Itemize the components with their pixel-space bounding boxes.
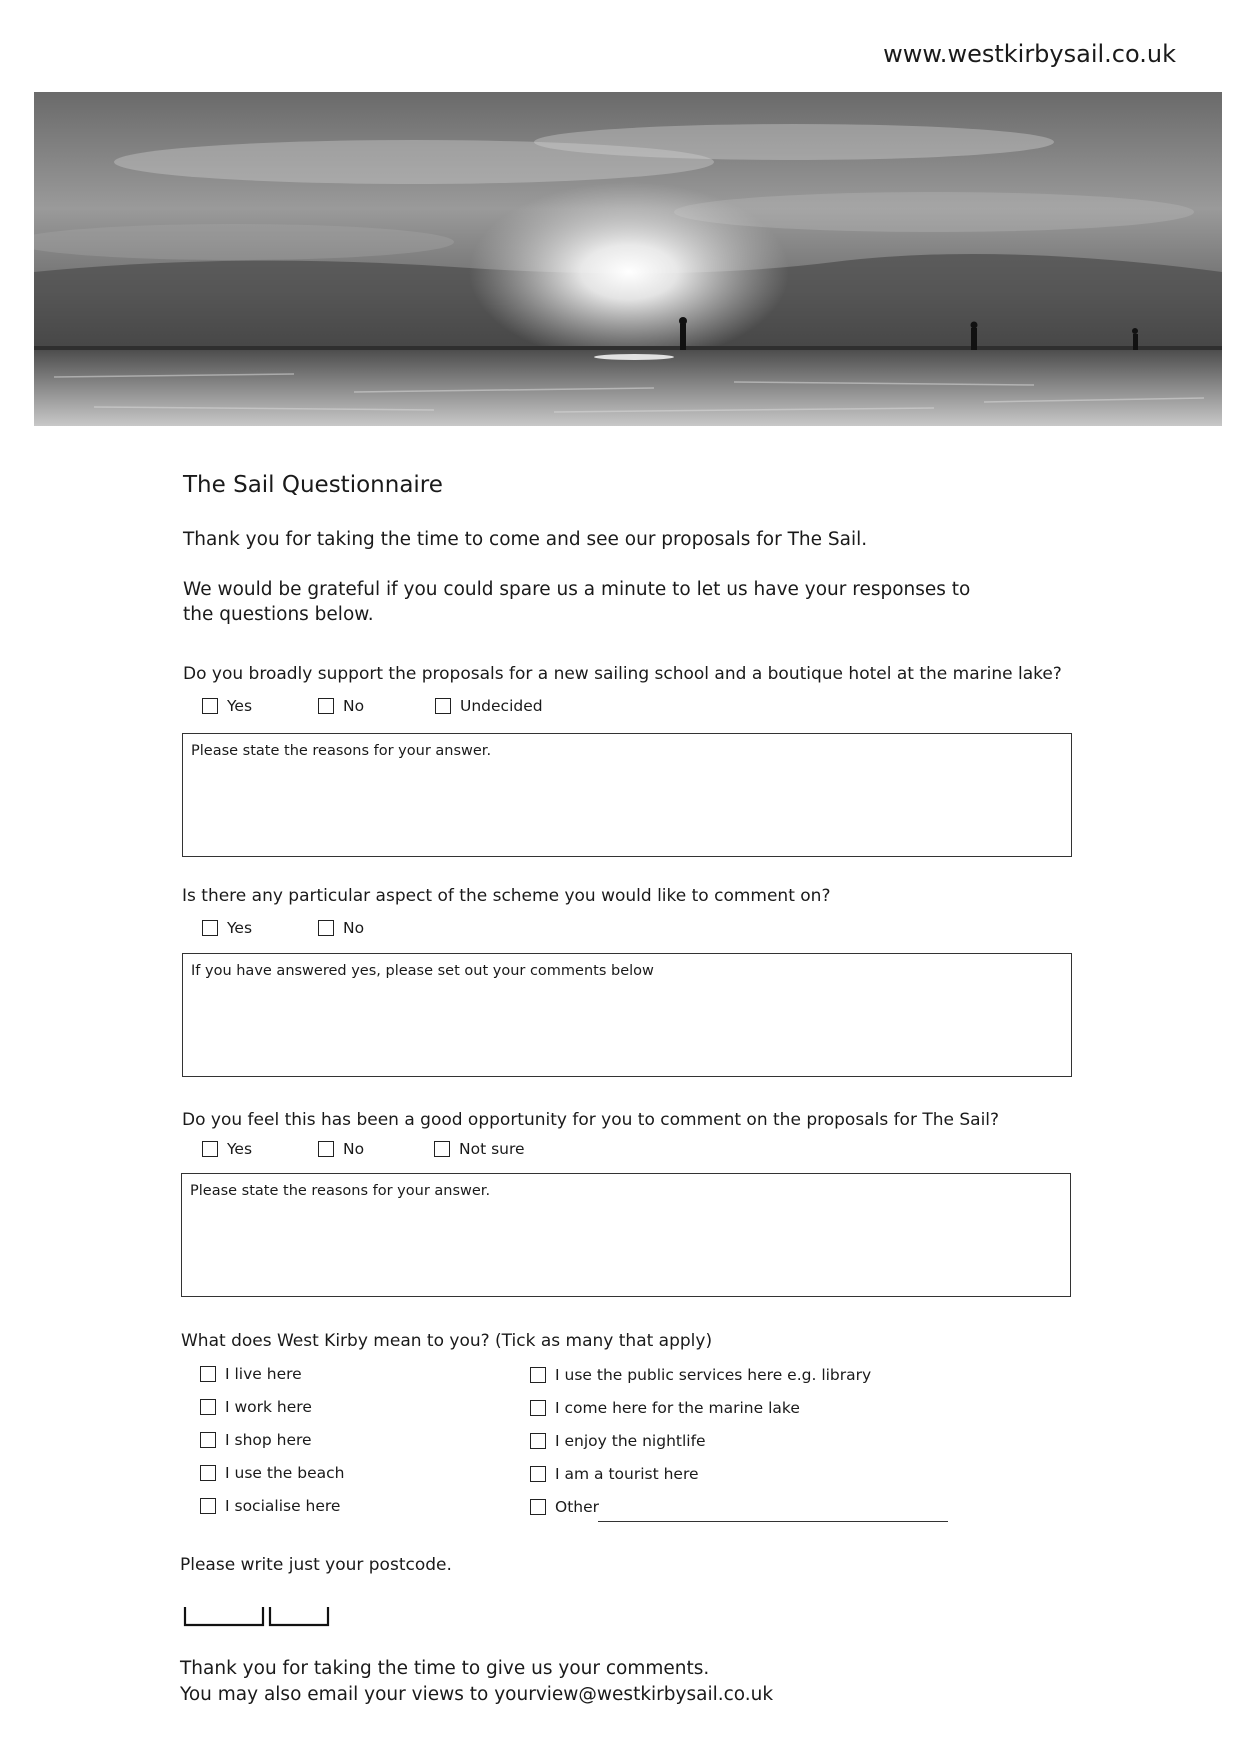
q1-option-no[interactable]: No xyxy=(318,697,364,715)
q1-reasons-label: Please state the reasons for your answer. xyxy=(191,743,492,759)
q4-option-marine-lake[interactable]: I come here for the marine lake xyxy=(530,1399,800,1417)
q4-option-other[interactable]: Other xyxy=(530,1498,599,1516)
q4-option-live[interactable]: I live here xyxy=(200,1365,302,1383)
question-3: Do you feel this has been a good opportunity for you to comment on the proposals for The Sail? xyxy=(182,1110,1000,1130)
other-input-line[interactable] xyxy=(598,1520,948,1522)
checkbox[interactable] xyxy=(200,1399,216,1415)
intro-request: We would be grateful if you could spare us a minute to let us have your responses to the questions below. xyxy=(183,579,971,625)
postcode-prompt: Please write just your postcode. xyxy=(180,1555,452,1575)
q1-option-undecided[interactable]: Undecided xyxy=(435,697,543,715)
sunset-beach-photo xyxy=(34,92,1222,426)
checkbox[interactable] xyxy=(200,1498,216,1514)
q4-option-work[interactable]: I work here xyxy=(200,1398,312,1416)
q1-reasons-box[interactable] xyxy=(182,733,1072,857)
question-2: Is there any particular aspect of the scheme you would like to comment on? xyxy=(182,886,831,906)
q2-comments-label: If you have answered yes, please set out your comments below xyxy=(191,963,654,979)
checkbox[interactable] xyxy=(202,698,218,714)
q4-option-tourist[interactable]: I am a tourist here xyxy=(530,1465,699,1483)
q4-option-beach[interactable]: I use the beach xyxy=(200,1464,344,1482)
q1-option-yes[interactable]: Yes xyxy=(202,697,252,715)
q2-comments-box[interactable] xyxy=(182,953,1072,1077)
q3-reasons-box[interactable] xyxy=(181,1173,1071,1297)
checkbox[interactable] xyxy=(202,920,218,936)
checkbox[interactable] xyxy=(200,1465,216,1481)
q4-option-public-services[interactable]: I use the public services here e.g. library xyxy=(530,1366,871,1384)
q4-option-socialise[interactable]: I socialise here xyxy=(200,1497,340,1515)
q3-reasons-label: Please state the reasons for your answer. xyxy=(190,1183,491,1199)
q3-option-yes[interactable]: Yes xyxy=(202,1140,252,1158)
checkbox[interactable] xyxy=(530,1433,546,1449)
checkbox[interactable] xyxy=(318,698,334,714)
website-url: www.westkirbysail.co.uk xyxy=(883,40,1176,68)
question-4: What does West Kirby mean to you? (Tick as many that apply) xyxy=(181,1331,713,1351)
q4-option-shop[interactable]: I shop here xyxy=(200,1431,312,1449)
checkbox[interactable] xyxy=(435,698,451,714)
postcode-input-boxes[interactable] xyxy=(183,1605,333,1629)
q3-option-not-sure[interactable]: Not sure xyxy=(434,1140,525,1158)
checkbox[interactable] xyxy=(318,920,334,936)
checkbox[interactable] xyxy=(318,1141,334,1157)
q2-option-no[interactable]: No xyxy=(318,919,364,937)
q3-option-no[interactable]: No xyxy=(318,1140,364,1158)
checkbox[interactable] xyxy=(202,1141,218,1157)
checkbox[interactable] xyxy=(530,1466,546,1482)
checkbox[interactable] xyxy=(434,1141,450,1157)
q2-option-yes[interactable]: Yes xyxy=(202,919,252,937)
checkbox[interactable] xyxy=(530,1499,546,1515)
page-title: The Sail Questionnaire xyxy=(183,472,443,498)
checkbox[interactable] xyxy=(200,1432,216,1448)
checkbox[interactable] xyxy=(530,1400,546,1416)
q4-option-nightlife[interactable]: I enjoy the nightlife xyxy=(530,1432,706,1450)
checkbox[interactable] xyxy=(200,1366,216,1382)
question-1: Do you broadly support the proposals for a new sailing school and a boutique hotel at the marine lake? xyxy=(183,664,1062,684)
checkbox[interactable] xyxy=(530,1367,546,1383)
intro-thanks: Thank you for taking the time to come and see our proposals for The Sail. xyxy=(183,529,868,550)
closing-thanks: Thank you for taking the time to give us your comments. xyxy=(180,1658,710,1679)
closing-email: You may also email your views to yourview@westkirbysail.co.uk xyxy=(180,1684,774,1705)
